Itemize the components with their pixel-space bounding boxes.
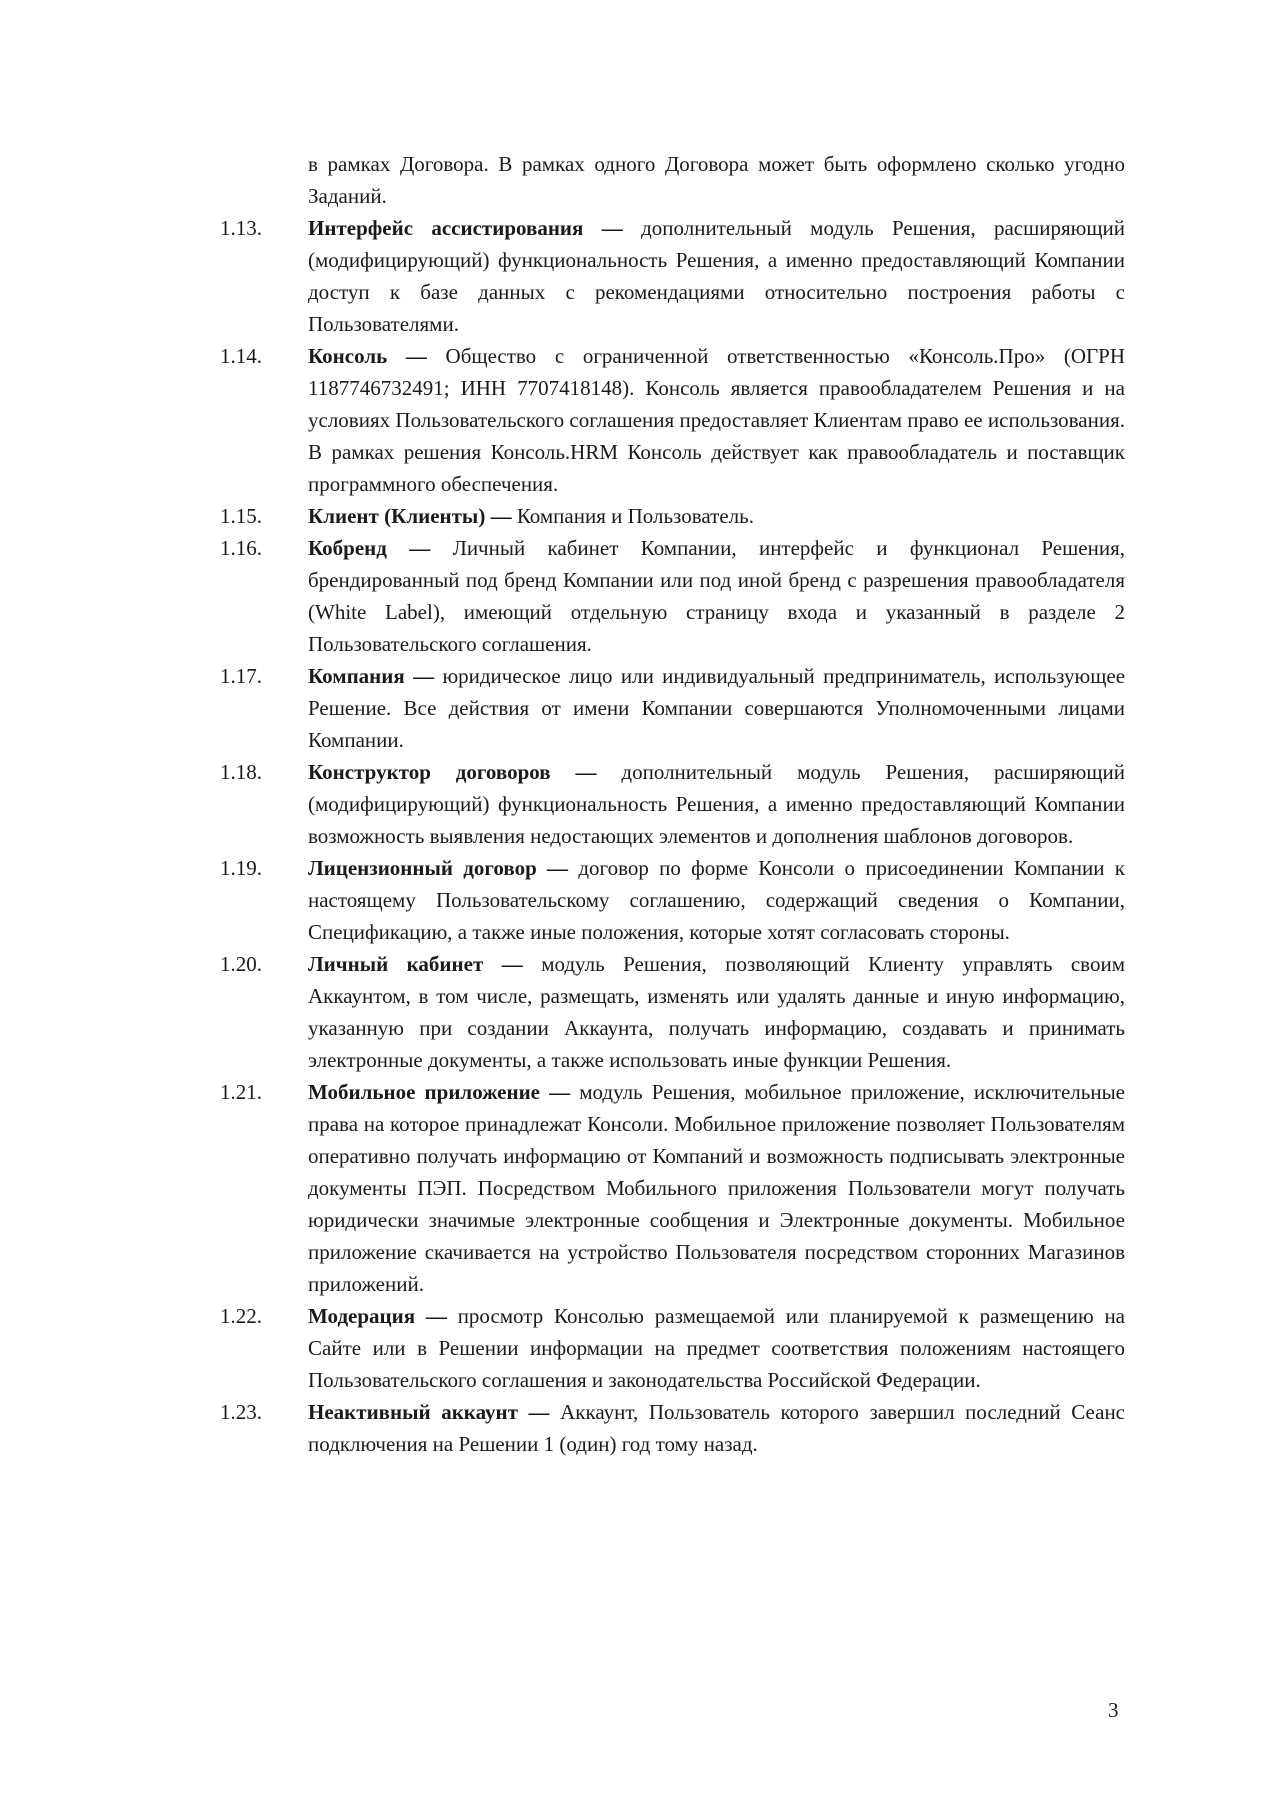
definition-term: Модерация [308,1304,416,1328]
definition-term: Консоль [308,344,388,368]
definition-term: Компания [308,664,405,688]
definition-item [220,660,1125,756]
definition-term: Неактивный аккаунт [308,1400,518,1424]
definition-dash: — [415,1304,458,1328]
definition-term: Лицензионный договор [308,856,537,880]
definition-item [220,340,1125,500]
definition-number: 1.22. [220,1304,262,1328]
definition-text: Аккаунт, Пользователь которого завершил последний Сеанс подключения на Решении 1 (один) год тому назад. [308,1400,1126,1456]
definition-term: Клиент (Клиенты) [308,504,486,528]
definition-number: 1.13. [220,216,262,240]
definition-dash: — [550,760,622,784]
definition-body [308,1076,1125,1300]
document-body [220,148,1125,1460]
definition-dash: — [485,504,517,528]
definition-dash: — [539,1080,580,1104]
page-number: 3 [1108,1698,1119,1722]
definition-item [220,1300,1125,1396]
definition-term: Мобильное приложение [308,1080,540,1104]
definition-dash: — [387,344,446,368]
definition-text: дополнительный модуль Решения, расширяющий (модифицирующий) функциональность Решения, а именно предоставляющий Компании доступ к базе данных с рекомендациями относительно построения работы с Пользователями. [308,216,1126,336]
definition-text: Личный кабинет Компании, интерфейс и функционал Решения, брендированный под бренд Компании или под иной бренд с разрешения правообладателя (White Label), имеющий отдельную страницу входа и указанный в разделе 2 Пользовательского соглашения. [308,536,1125,656]
definitions-list [220,212,1125,1460]
definition-body [308,756,1125,852]
definition-number: 1.14. [220,344,262,368]
definition-body [308,1396,1125,1460]
definition-dash: — [517,1400,561,1424]
definition-term: Личный кабинет [308,952,484,976]
definition-body [308,532,1125,660]
definition-text: юридическое лицо или индивидуальный предприниматель, использующее Решение. Все действия от имени Компании совершаются Уполномоченными лицами Компании. [308,664,1126,752]
definition-body [308,212,1125,340]
definition-text: дополнительный модуль Решения, расширяющий (модифицирующий) функциональность Решения, а именно предоставляющий Компании возможность выявления недостающих элементов и дополнения шаблонов договоров. [308,760,1126,848]
definition-number: 1.19. [220,856,262,880]
definition-term: Интерфейс ассистирования [308,216,584,240]
definition-number: 1.15. [220,504,262,528]
definition-term: Конструктор договоров [308,760,551,784]
definition-text: модуль Решения, позволяющий Клиенту управлять своим Аккаунтом, в том числе, размещать, изменять или удалять данные и иную информацию, указанную при создании Аккаунта, получать информацию, создавать и принимать электронные документы, а также использовать иные функции Решения. [308,952,1125,1072]
definition-text: модуль Решения, мобильное приложение, исключительные права на которое принадлежат Консоли. Мобильное приложение позволяет Пользователям оперативно получать информацию от Компаний и возможность подписывать электронные документы ПЭП. Посредством Мобильного приложения Пользователи могут получать юридически значимые электронные сообщения и Электронные документы. Мобильное приложение скачивается на устройство Пользователя посредством сторонних Магазинов приложений. [308,1080,1125,1296]
definition-item [220,756,1125,852]
definition-item [220,212,1125,340]
definition-number: 1.16. [220,536,262,560]
definition-dash: — [483,952,542,976]
definition-item [220,948,1125,1076]
definition-text: договор по форме Консоли о присоединении Компании к настоящему Пользовательскому соглашению, содержащий сведения о Компании, Спецификацию, а также иные положения, которые хотят согласовать стороны. [308,856,1125,944]
definition-number: 1.18. [220,760,262,784]
definition-text: Компания и Пользователь. [516,504,754,528]
definition-number: 1.21. [220,1080,262,1104]
definition-body [308,500,1125,532]
definition-body [308,948,1125,1076]
definition-number: 1.23. [220,1400,262,1424]
definition-item [220,532,1125,660]
definition-dash: — [404,664,443,688]
definition-dash: — [386,536,453,560]
definition-term: Кобренд [308,536,387,560]
definition-body [308,1300,1125,1396]
definition-item [220,500,1125,532]
definition-text: Общество с ограниченной ответственностью «Консоль.Про» (ОГРН 1187746732491; ИНН 7707418148). Консоль является правообладателем Решения и на условиях Пользовательского соглашения предоставляет Клиентам право ее использования. В рамках решения Консоль.HRM Консоль действует как правообладатель и поставщик программного обеспечения. [308,344,1125,496]
definition-number: 1.20. [220,952,262,976]
definition-dash: — [536,856,579,880]
definition-item [220,1076,1125,1300]
definition-item [220,1396,1125,1460]
definition-body [308,660,1125,756]
definition-item [220,852,1125,948]
definition-body [308,340,1125,500]
definition-number: 1.17. [220,664,262,688]
definition-text: просмотр Консолью размещаемой или планируемой к размещению на Сайте или в Решении информации на предмет соответствия положениям настоящего Пользовательского соглашения и законодательства Российской Федерации. [308,1304,1126,1392]
definition-dash: — [583,216,642,240]
definition-body [308,852,1125,948]
intro-paragraph: в рамках Договора. В рамках одного Договора может быть оформлено сколько угодно Заданий. [308,152,1125,208]
